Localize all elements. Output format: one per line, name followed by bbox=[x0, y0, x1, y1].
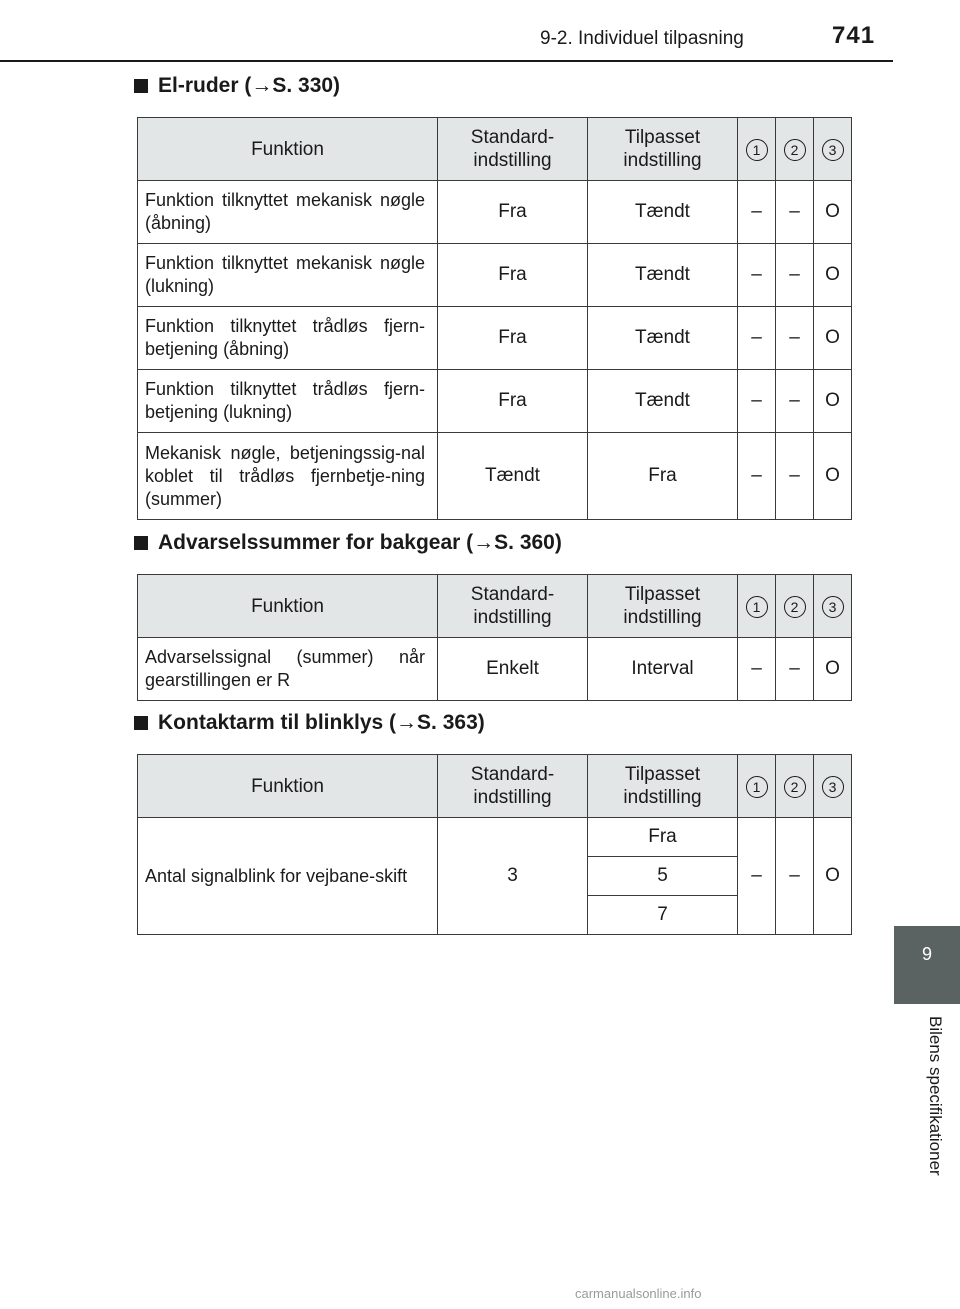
header-custom: Tilpasset indstilling bbox=[588, 755, 738, 818]
chapter-tab[interactable] bbox=[894, 926, 960, 1004]
standard-cell: Tændt bbox=[438, 433, 588, 520]
circled-number-3-icon: 3 bbox=[822, 596, 844, 618]
table-row bbox=[138, 818, 852, 857]
table-row bbox=[138, 244, 852, 307]
custom-cell: Tændt bbox=[588, 181, 738, 244]
section-title-kontaktarm: Kontaktarm til blinklys ( → S. 363) bbox=[134, 711, 485, 735]
page-reference-link[interactable]: S. 330) bbox=[272, 74, 341, 97]
header-col3 bbox=[814, 118, 852, 181]
header-divider bbox=[0, 60, 893, 62]
col2-cell: – bbox=[776, 370, 814, 433]
col3-cell: O bbox=[814, 244, 852, 307]
custom-option-cell: 5 bbox=[588, 857, 738, 896]
header-custom: Tilpasset indstilling bbox=[588, 575, 738, 638]
header-standard: Standard-indstilling bbox=[438, 118, 588, 181]
header-function: Funktion bbox=[138, 118, 438, 181]
custom-cell: Tændt bbox=[588, 370, 738, 433]
table-header-row bbox=[138, 575, 852, 638]
col3-cell: O bbox=[814, 818, 852, 935]
circled-number-2-icon: 2 bbox=[784, 776, 806, 798]
header-function: Funktion bbox=[138, 755, 438, 818]
header-standard: Standard-indstilling bbox=[438, 755, 588, 818]
table-row bbox=[138, 370, 852, 433]
header-col3 bbox=[814, 575, 852, 638]
page-header bbox=[0, 0, 960, 62]
chapter-label: Bilens specifikationer bbox=[926, 1016, 945, 1176]
page-number: 741 bbox=[832, 22, 876, 49]
col1-cell: – bbox=[738, 181, 776, 244]
col3-cell: O bbox=[814, 638, 852, 701]
arrow-right-icon: → bbox=[396, 711, 418, 734]
table-header-row bbox=[138, 755, 852, 818]
header-col2 bbox=[776, 755, 814, 818]
standard-cell: Fra bbox=[438, 370, 588, 433]
col1-cell: – bbox=[738, 818, 776, 935]
custom-cell: Tændt bbox=[588, 307, 738, 370]
standard-cell: Fra bbox=[438, 307, 588, 370]
table-row bbox=[138, 307, 852, 370]
chapter-number: 9 bbox=[921, 944, 932, 964]
watermark: carmanualsonline.info bbox=[575, 1286, 702, 1301]
circled-number-2-icon: 2 bbox=[784, 139, 806, 161]
header-standard: Standard-indstilling bbox=[438, 575, 588, 638]
col1-cell: – bbox=[738, 307, 776, 370]
square-bullet-icon bbox=[134, 716, 148, 730]
standard-cell: Fra bbox=[438, 181, 588, 244]
col2-cell: – bbox=[776, 818, 814, 935]
header-col2 bbox=[776, 575, 814, 638]
standard-cell: Enkelt bbox=[438, 638, 588, 701]
col3-cell: O bbox=[814, 370, 852, 433]
arrow-right-icon: → bbox=[251, 74, 273, 97]
custom-option-cell: Fra bbox=[588, 818, 738, 857]
circled-number-2-icon: 2 bbox=[784, 596, 806, 618]
function-cell: Funktion tilknyttet trådløs fjern-betjening (åbning) bbox=[138, 307, 438, 370]
col2-cell: – bbox=[776, 433, 814, 520]
square-bullet-icon bbox=[134, 536, 148, 550]
table-row bbox=[138, 638, 852, 701]
function-cell: Advarselssignal (summer) når gearstillingen er R bbox=[138, 638, 438, 701]
section-heading: 9-2. Individuel tilpasning bbox=[540, 28, 744, 49]
header-function: Funktion bbox=[138, 575, 438, 638]
function-cell: Funktion tilknyttet mekanisk nøgle (lukning) bbox=[138, 244, 438, 307]
col3-cell: O bbox=[814, 307, 852, 370]
table-row bbox=[138, 433, 852, 520]
col1-cell: – bbox=[738, 244, 776, 307]
square-bullet-icon bbox=[134, 79, 148, 93]
standard-cell: Fra bbox=[438, 244, 588, 307]
custom-cell: Tændt bbox=[588, 244, 738, 307]
table-header-row bbox=[138, 118, 852, 181]
custom-cell: Fra bbox=[588, 433, 738, 520]
function-cell: Antal signalblink for vejbane-skift bbox=[138, 818, 438, 935]
circled-number-1-icon: 1 bbox=[746, 596, 768, 618]
header-col1 bbox=[738, 118, 776, 181]
header-col2 bbox=[776, 118, 814, 181]
function-cell: Funktion tilknyttet mekanisk nøgle (åbning) bbox=[138, 181, 438, 244]
header-col1 bbox=[738, 575, 776, 638]
custom-cell: Interval bbox=[588, 638, 738, 701]
header-custom: Tilpasset indstilling bbox=[588, 118, 738, 181]
header-col3 bbox=[814, 755, 852, 818]
arrow-right-icon: → bbox=[473, 531, 495, 554]
settings-table-el-ruder bbox=[137, 117, 852, 520]
col2-cell: – bbox=[776, 307, 814, 370]
section-title-el-ruder: El-ruder ( → S. 330) bbox=[134, 74, 340, 98]
function-cell: Mekanisk nøgle, betjeningssig-nal koblet til trådløs fjernbetje-ning (summer) bbox=[138, 433, 438, 520]
col2-cell: – bbox=[776, 181, 814, 244]
col1-cell: – bbox=[738, 433, 776, 520]
col2-cell: – bbox=[776, 638, 814, 701]
settings-table-kontaktarm bbox=[137, 754, 852, 935]
col1-cell: – bbox=[738, 638, 776, 701]
settings-table-advarselssummer bbox=[137, 574, 852, 701]
circled-number-3-icon: 3 bbox=[822, 776, 844, 798]
standard-cell: 3 bbox=[438, 818, 588, 935]
custom-option-cell: 7 bbox=[588, 896, 738, 935]
section-title-advarselssummer: Advarselssummer for bakgear ( → S. 360) bbox=[134, 531, 562, 555]
table-row bbox=[138, 181, 852, 244]
circled-number-1-icon: 1 bbox=[746, 139, 768, 161]
circled-number-3-icon: 3 bbox=[822, 139, 844, 161]
circled-number-1-icon: 1 bbox=[746, 776, 768, 798]
col3-cell: O bbox=[814, 433, 852, 520]
col2-cell: – bbox=[776, 244, 814, 307]
col1-cell: – bbox=[738, 370, 776, 433]
function-cell: Funktion tilknyttet trådløs fjern-betjening (lukning) bbox=[138, 370, 438, 433]
page-reference-link[interactable]: S. 363) bbox=[417, 711, 485, 734]
header-col1 bbox=[738, 755, 776, 818]
page-reference-link[interactable]: S. 360) bbox=[494, 531, 562, 554]
col3-cell: O bbox=[814, 181, 852, 244]
